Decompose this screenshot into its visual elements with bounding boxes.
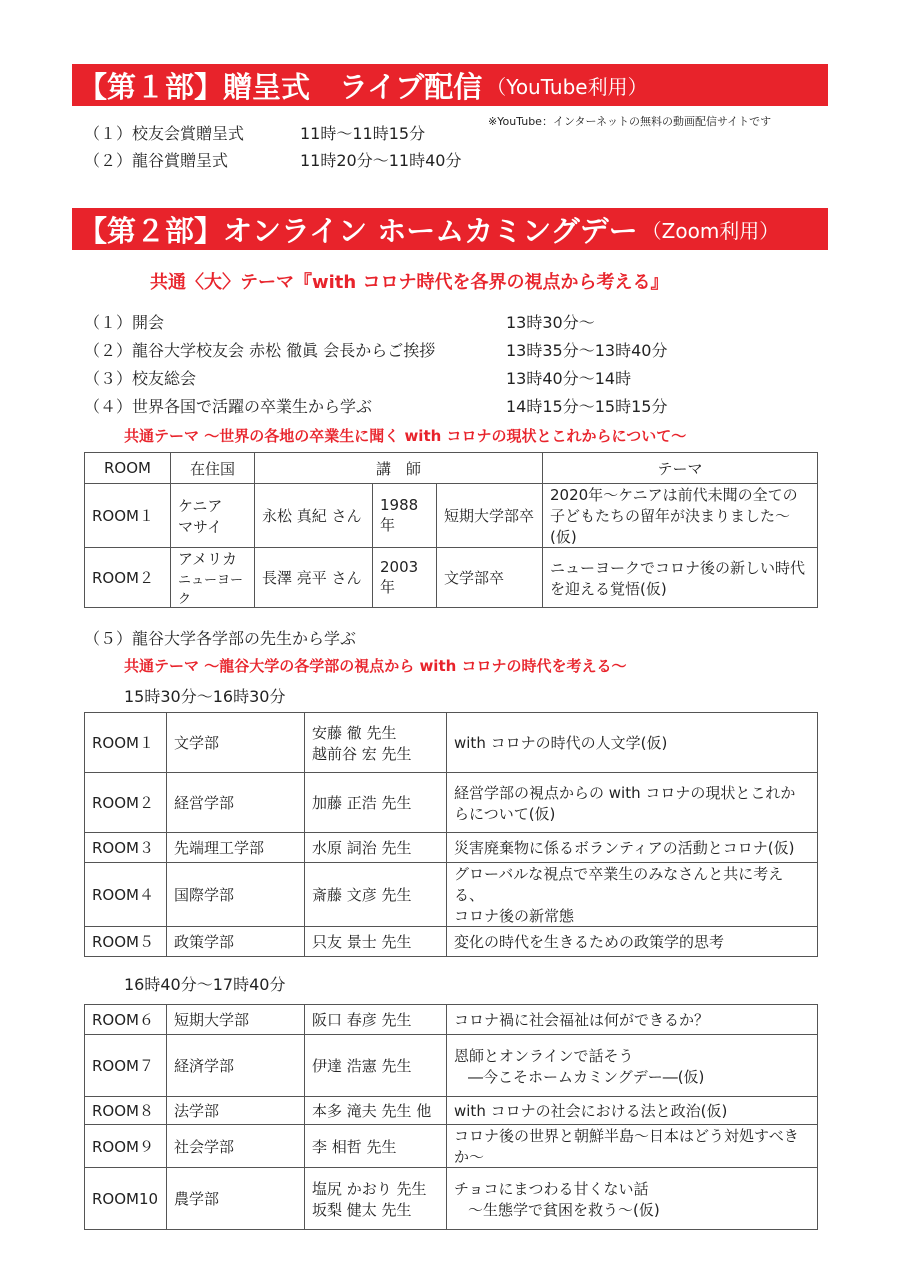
theme-cell: コロナ後の世界と朝鮮半島〜日本はどう対処すべきか〜 bbox=[447, 1125, 818, 1168]
teacher-cell: 只友 景士 先生 bbox=[305, 927, 447, 957]
header-speaker: 講 師 bbox=[255, 453, 543, 484]
room-cell: ROOM２ bbox=[85, 548, 171, 608]
year-cell: 2003年 bbox=[373, 548, 437, 608]
table-row bbox=[85, 1005, 818, 1035]
table-row bbox=[85, 1035, 818, 1097]
table-row bbox=[85, 927, 818, 957]
theme-cell: 恩師とオンラインで話そう ―今こそホームカミングデー―(仮) bbox=[447, 1035, 818, 1097]
table-header-row bbox=[85, 453, 818, 484]
teacher-cell: 加藤 正浩 先生 bbox=[305, 773, 447, 833]
dept-cell: 短期大学部卒 bbox=[437, 484, 543, 548]
theme-cell: 変化の時代を生きるための政策学的思考 bbox=[447, 927, 818, 957]
room-cell: ROOM９ bbox=[85, 1125, 167, 1168]
faculty-cell: 先端理工学部 bbox=[167, 833, 305, 863]
table-row bbox=[85, 863, 818, 927]
table-row bbox=[85, 1097, 818, 1125]
faculty-cell: 政策学部 bbox=[167, 927, 305, 957]
teacher-cell: 斎藤 文彦 先生 bbox=[305, 863, 447, 927]
faculty-table-1 bbox=[84, 712, 818, 957]
table-row bbox=[85, 1168, 818, 1230]
theme-cell: 経営学部の視点からの with コロナの現状とこれか らについて(仮) bbox=[447, 773, 818, 833]
teacher-cell: 水原 詞治 先生 bbox=[305, 833, 447, 863]
part1-item-2-label: （２）龍谷賞贈呈式 bbox=[84, 151, 229, 170]
header-room: ROOM bbox=[85, 453, 171, 484]
teacher-cell: 塩尻 かおり 先生 坂梨 健太 先生 bbox=[305, 1168, 447, 1230]
room-cell: ROOM７ bbox=[85, 1035, 167, 1097]
faculty-cell: 農学部 bbox=[167, 1168, 305, 1230]
faculty-cell: 経済学部 bbox=[167, 1035, 305, 1097]
part2-item-2-label: （２）龍谷大学校友会 赤松 徹眞 会長からご挨拶 bbox=[84, 341, 436, 360]
faculty-cell: 法学部 bbox=[167, 1097, 305, 1125]
part1-item-1-label: （１）校友会賞贈呈式 bbox=[84, 124, 245, 143]
year-cell: 1988年 bbox=[373, 484, 437, 548]
part1-item-2-time: 11時20分〜11時40分 bbox=[300, 151, 462, 170]
section5-label: （５）龍谷大学各学部の先生から学ぶ bbox=[84, 629, 357, 648]
dept-cell: 文学部卒 bbox=[437, 548, 543, 608]
speaker-cell: 長澤 亮平 さん bbox=[255, 548, 373, 608]
teacher-cell: 伊達 浩憲 先生 bbox=[305, 1035, 447, 1097]
part1-banner bbox=[72, 64, 828, 106]
country-cell: ケニア マサイ bbox=[171, 484, 255, 548]
teacher-cell: 李 相哲 先生 bbox=[305, 1125, 447, 1168]
section5-time1: 15時30分〜16時30分 bbox=[124, 687, 286, 706]
speaker-cell: 永松 真紀 さん bbox=[255, 484, 373, 548]
room-cell: ROOM４ bbox=[85, 863, 167, 927]
room-cell: ROOM３ bbox=[85, 833, 167, 863]
theme-cell: 2020年〜ケニアは前代未聞の全ての 子どもたちの留年が決まりました〜(仮) bbox=[543, 484, 818, 548]
theme-cell: with コロナの時代の人文学(仮) bbox=[447, 713, 818, 773]
theme-cell: ニューヨークでコロナ後の新しい時代 を迎える覚悟(仮) bbox=[543, 548, 818, 608]
part1-item-1-time: 11時〜11時15分 bbox=[300, 124, 426, 143]
part2-banner bbox=[72, 208, 828, 250]
theme-cell: コロナ禍に社会福祉は何ができるか？ bbox=[447, 1005, 818, 1035]
table-row bbox=[85, 713, 818, 773]
common-big-theme: 共通〈大〉テーマ『with コロナ時代を各界の視点から考える』 bbox=[150, 272, 669, 293]
section4-theme: 共通テーマ 〜世界の各地の卒業生に聞く with コロナの現状とこれからについて〜 bbox=[124, 427, 687, 445]
part2-item-1-label: （１）開会 bbox=[84, 313, 165, 332]
part2-item-2-time: 13時35分〜13時40分 bbox=[506, 341, 668, 360]
part2-item-3-time: 13時40分〜14時 bbox=[506, 369, 632, 388]
teacher-cell: 阪口 春彦 先生 bbox=[305, 1005, 447, 1035]
faculty-table-2 bbox=[84, 1004, 818, 1230]
room-cell: ROOM８ bbox=[85, 1097, 167, 1125]
header-country: 在住国 bbox=[171, 453, 255, 484]
teacher-cell: 安藤 徹 先生 越前谷 宏 先生 bbox=[305, 713, 447, 773]
part2-item-3-label: （３）校友総会 bbox=[84, 369, 197, 388]
faculty-cell: 国際学部 bbox=[167, 863, 305, 927]
room-cell: ROOM５ bbox=[85, 927, 167, 957]
table-row bbox=[85, 1125, 818, 1168]
room-cell: ROOM１ bbox=[85, 484, 171, 548]
theme-cell: グローバルな視点で卒業生のみなさんと共に考える、 コロナ後の新常態 bbox=[447, 863, 818, 927]
theme-cell: with コロナの社会における法と政治(仮) bbox=[447, 1097, 818, 1125]
teacher-cell: 本多 滝夫 先生 他 bbox=[305, 1097, 447, 1125]
part1-title: 【第１部】贈呈式 ライブ配信 bbox=[78, 69, 483, 104]
table-row bbox=[85, 548, 818, 608]
room-cell: ROOM６ bbox=[85, 1005, 167, 1035]
faculty-cell: 社会学部 bbox=[167, 1125, 305, 1168]
table-row bbox=[85, 773, 818, 833]
theme-cell: 災害廃棄物に係るボランティアの活動とコロナ(仮) bbox=[447, 833, 818, 863]
theme-cell: チョコにまつわる甘くない話 〜生態学で貧困を救う〜(仮) bbox=[447, 1168, 818, 1230]
youtube-note: ※YouTube：インターネットの無料の動画配信サイトです bbox=[488, 115, 772, 128]
part1-title-sub: （YouTube利用） bbox=[486, 74, 648, 99]
part2-item-1-time: 13時30分〜 bbox=[506, 313, 595, 332]
section5-theme: 共通テーマ 〜龍谷大学の各学部の視点から with コロナの時代を考える〜 bbox=[124, 657, 627, 675]
room-cell: ROOM１ bbox=[85, 713, 167, 773]
room-cell: ROOM10 bbox=[85, 1168, 167, 1230]
graduates-table bbox=[84, 452, 818, 608]
faculty-cell: 短期大学部 bbox=[167, 1005, 305, 1035]
section5-time2: 16時40分〜17時40分 bbox=[124, 975, 286, 994]
part2-title-sub: （Zoom利用） bbox=[641, 218, 780, 243]
table-row bbox=[85, 833, 818, 863]
header-theme: テーマ bbox=[543, 453, 818, 484]
country-cell: アメリカ ニューヨーク bbox=[171, 548, 255, 608]
faculty-cell: 経営学部 bbox=[167, 773, 305, 833]
part2-item-4-time: 14時15分〜15時15分 bbox=[506, 397, 668, 416]
part2-title: 【第２部】オンライン ホームカミングデー bbox=[78, 213, 638, 248]
part2-item-4-label: （４）世界各国で活躍の卒業生から学ぶ bbox=[84, 397, 373, 416]
room-cell: ROOM２ bbox=[85, 773, 167, 833]
table-row bbox=[85, 484, 818, 548]
faculty-cell: 文学部 bbox=[167, 713, 305, 773]
